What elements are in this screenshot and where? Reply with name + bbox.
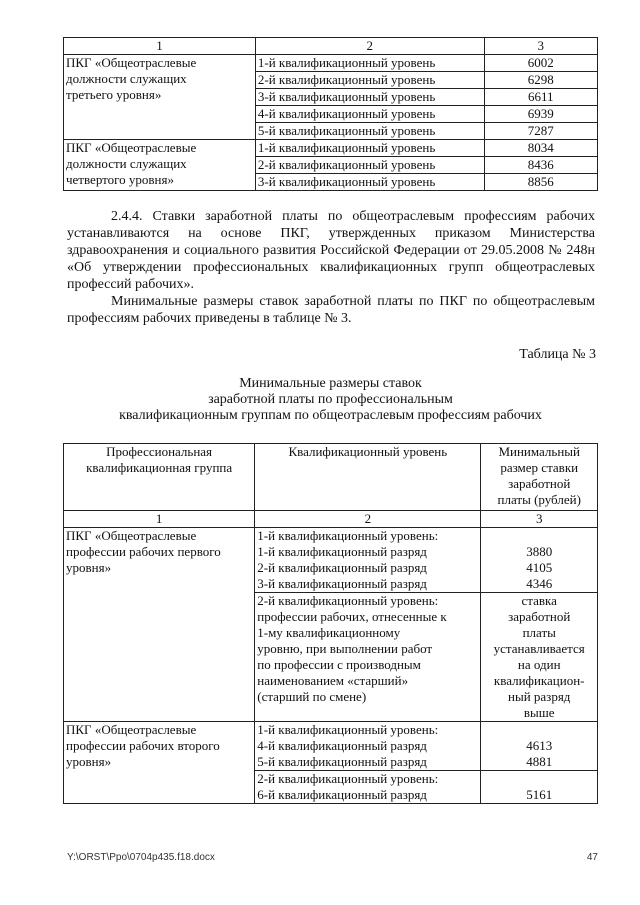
value-text-line: платы (522, 625, 556, 640)
value-cell (481, 593, 598, 722)
body-text (67, 208, 595, 327)
group-name-line: уровня» (66, 560, 112, 575)
value-cell: 6939 (484, 106, 597, 123)
page-number: 47 (586, 852, 598, 863)
table-3 (63, 443, 598, 804)
group-name-line: четвертого уровня» (66, 172, 174, 187)
group-name-line: уровня» (66, 754, 112, 769)
paragraph-minimal-rates: Минимальные размеры ставок заработной платы по ПКГ по общеотраслевым профессиям рабочих приведены в таблице № 3. (67, 294, 595, 326)
header-line: квалификационная группа (86, 460, 233, 475)
grade-label: 2-й квалификационный разряд (257, 560, 427, 575)
value-text-line: ставка (521, 593, 557, 608)
level-cell: 2-й квалификационный уровень (255, 157, 484, 174)
value-cell (481, 722, 598, 771)
table-title-line: квалификационным группам по общеотраслевым профессиям рабочих (119, 408, 542, 423)
column-number-row (64, 38, 598, 55)
value-text-line: на один (517, 657, 561, 672)
table-continuation (63, 37, 598, 191)
header-line: платы (рублей) (497, 492, 581, 507)
table-row (64, 528, 598, 593)
value-cell: 6002 (484, 55, 597, 72)
level-text-line: 2-й квалификационный уровень: (257, 593, 439, 608)
col-number: 2 (255, 38, 484, 55)
value-cell: 8856 (484, 174, 597, 191)
value-cell (481, 771, 598, 804)
group-name-line: должности служащих (66, 156, 187, 171)
header-value (481, 444, 598, 511)
grade-label: 1-й квалификационный разряд (257, 544, 427, 559)
level-title: 1-й квалификационный уровень: (257, 528, 439, 543)
group-name-line: профессии рабочих второго (66, 738, 220, 753)
col-number: 2 (255, 511, 481, 528)
file-path: Y:\ORST\Ppo\0704p435.f18.docx (67, 852, 215, 863)
grade-label: 3-й квалификационный разряд (257, 576, 427, 591)
level-cell (255, 593, 481, 722)
level-cell: 4-й квалификационный уровень (255, 106, 484, 123)
col-number: 1 (64, 38, 256, 55)
level-cell: 3-й квалификационный уровень (255, 174, 484, 191)
value-cell: 6611 (484, 89, 597, 106)
group-name-line: должности служащих (66, 71, 187, 86)
header-row (64, 444, 598, 511)
level-cell: 1-й квалификационный уровень (255, 140, 484, 157)
level-cell (255, 722, 481, 771)
group-name-line: профессии рабочих первого (66, 544, 221, 559)
level-cell (255, 528, 481, 593)
level-cell: 5-й квалификационный уровень (255, 123, 484, 140)
group-name-line: ПКГ «Общеотраслевые (66, 528, 197, 543)
header-line: Профессиональная (106, 444, 213, 459)
value-text-line: квалификацион- (493, 673, 585, 688)
group-name-cell (64, 722, 255, 804)
value-cell: 8436 (484, 157, 597, 174)
grade-value: 4881 (526, 754, 553, 769)
header-line: размер ставки (500, 460, 579, 475)
table-title (63, 376, 598, 424)
level-cell: 3-й квалификационный уровень (255, 89, 484, 106)
header-line: заработной (508, 476, 571, 491)
level-title: 1-й квалификационный уровень: (257, 722, 439, 737)
paragraph-2-4-4: 2.4.4. Ставки заработной платы по общеотраслевым профессиям рабочих устанавливаются на основе ПКГ, утвержденных приказом Министерства здравоохранения и социального развития Российской Федерации от 29.05.2008 № 248н «Об утверждении профессиональных квалификационных групп общеотраслевых профессий рабочих». (67, 209, 595, 292)
grade-label: 5-й квалификационный разряд (257, 754, 427, 769)
grade-label: 4-й квалификационный разряд (257, 738, 427, 753)
value-text-line: устанавливается (493, 641, 585, 656)
level-text-line: по профессии с производным (257, 657, 421, 672)
group-name-cell (64, 140, 256, 191)
header-line: Минимальный (498, 444, 580, 459)
value-cell: 8034 (484, 140, 597, 157)
value-cell: 7287 (484, 123, 597, 140)
level-cell: 1-й квалификационный уровень (255, 55, 484, 72)
level-text-line: наименованием «старший» (257, 673, 409, 688)
value-text-line: заработной (508, 609, 571, 624)
level-cell: 2-й квалификационный уровень (255, 72, 484, 89)
group-name-line: ПКГ «Общеотраслевые (66, 55, 197, 70)
value-cell (481, 528, 598, 593)
grade-label: 6-й квалификационный разряд (257, 787, 427, 802)
value-text-line: выше (523, 705, 555, 720)
level-text-line: уровню, при выполнении работ (257, 641, 433, 656)
group-name-cell (64, 55, 256, 140)
group-name-cell (64, 528, 255, 722)
grade-value: 4346 (526, 576, 553, 591)
header-level: Квалификационный уровень (255, 444, 481, 511)
grade-value: 3880 (526, 544, 553, 559)
column-number-row (64, 511, 598, 528)
level-cell (255, 771, 481, 804)
level-text-line: профессии рабочих, отнесенные к (257, 609, 447, 624)
table-reference: Таблица № 3 (519, 347, 596, 362)
grade-value: 5161 (526, 787, 553, 802)
level-text-line: 1-му квалификационному (257, 625, 401, 640)
group-name-line: третьего уровня» (66, 87, 162, 102)
value-text-line: ный разряд (508, 689, 571, 704)
table-row (64, 140, 598, 157)
page-footer (67, 852, 598, 863)
col-number: 1 (64, 511, 255, 528)
group-name-line: ПКГ «Общеотраслевые (66, 140, 197, 155)
level-title: 2-й квалификационный уровень: (257, 771, 439, 786)
group-name-line: ПКГ «Общеотраслевые (66, 722, 197, 737)
value-cell: 6298 (484, 72, 597, 89)
level-text-line: (старший по смене) (257, 689, 367, 704)
table-row (64, 722, 598, 771)
col-number: 3 (481, 511, 598, 528)
grade-value: 4105 (526, 560, 553, 575)
table-row (64, 55, 598, 72)
col-number: 3 (484, 38, 597, 55)
table-title-line: заработной платы по профессиональным (208, 392, 453, 407)
grade-value: 4613 (526, 738, 553, 753)
table-title-line: Минимальные размеры ставок (239, 376, 422, 391)
header-group (64, 444, 255, 511)
